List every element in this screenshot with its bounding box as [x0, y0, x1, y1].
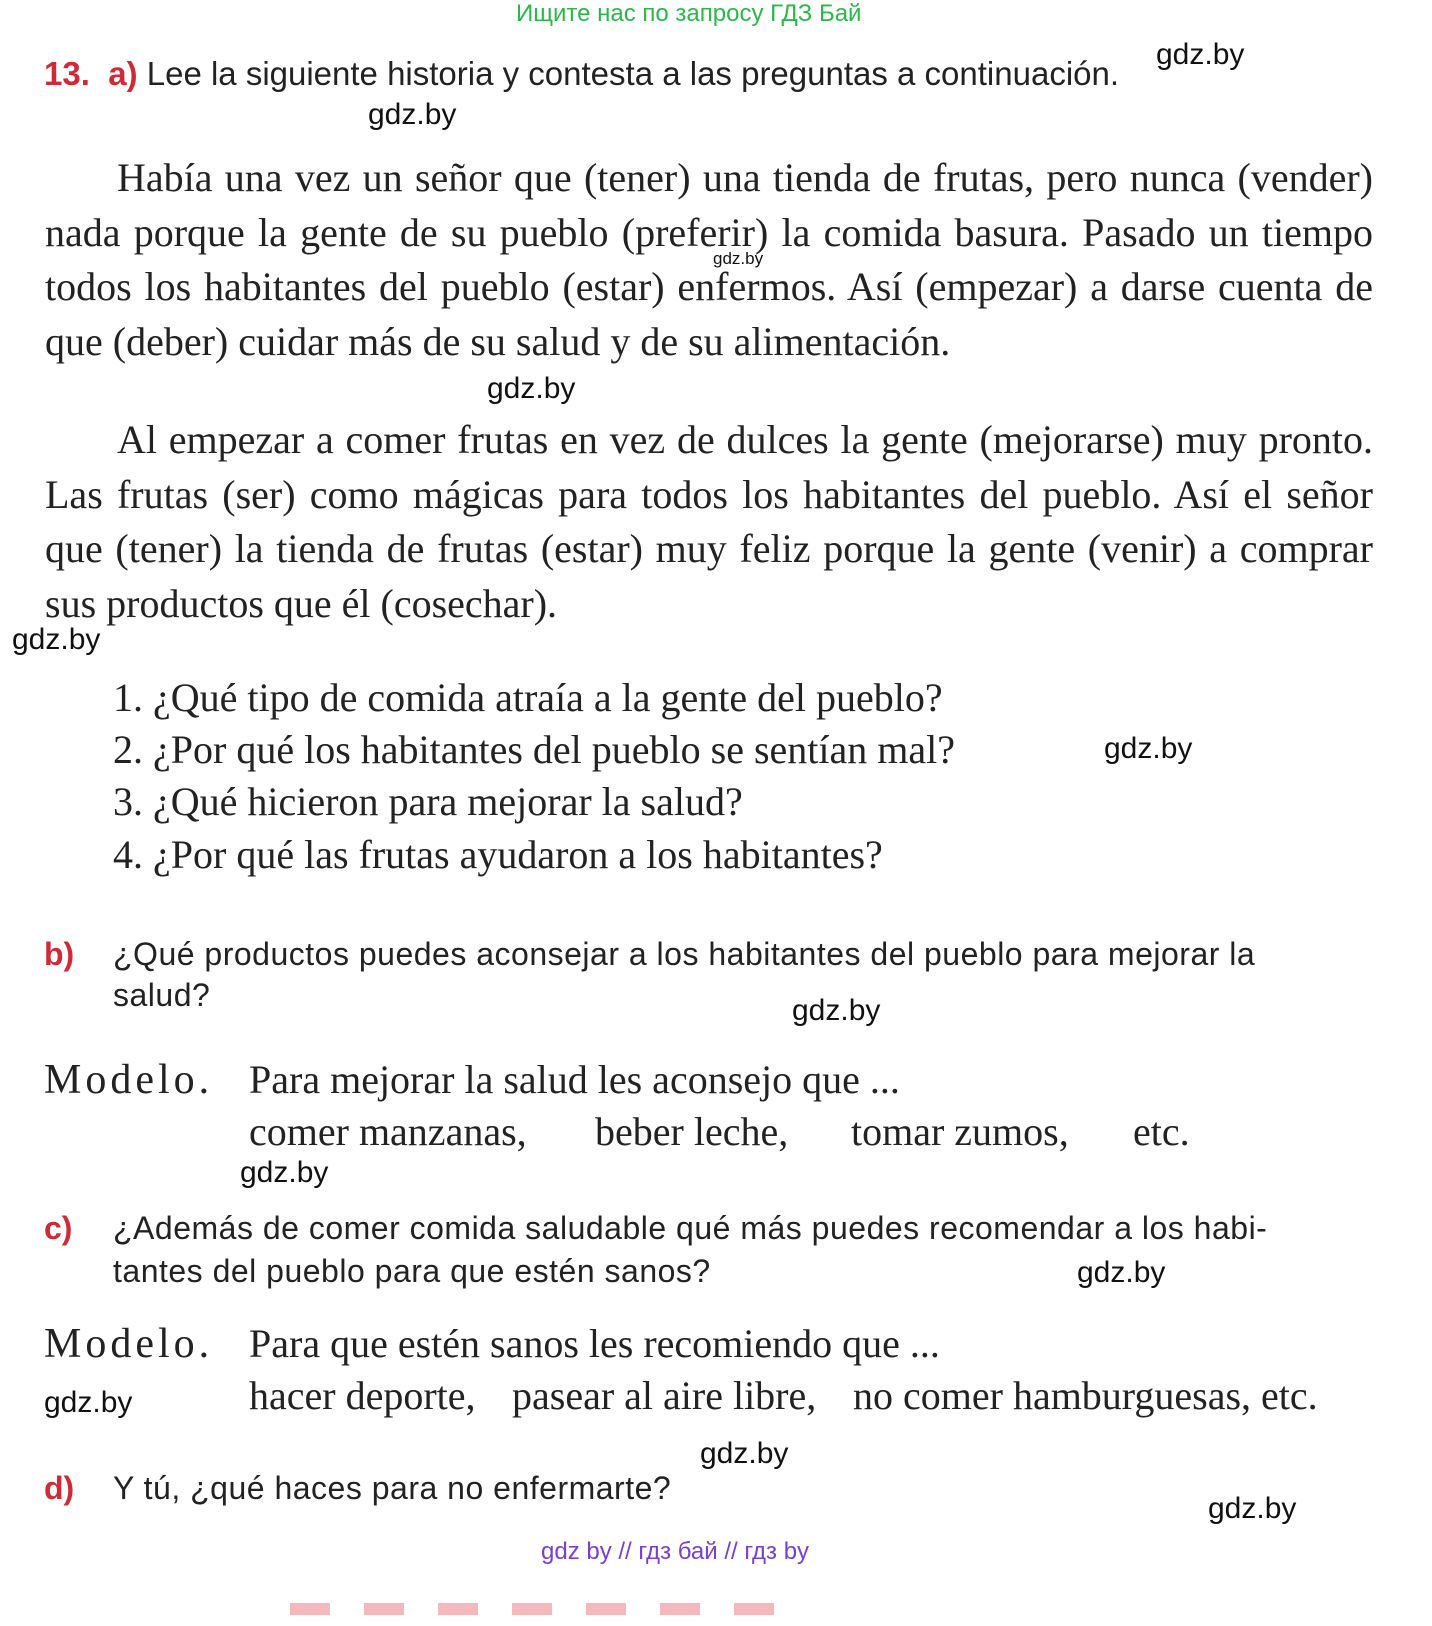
modelo-c-option-3: no comer hamburguesas, etc.: [853, 1373, 1318, 1418]
watermark: gdz.by: [1104, 732, 1193, 765]
task-d-label: d): [44, 1470, 75, 1506]
watermark: gdz.by: [487, 372, 576, 405]
faded-cutoff-text: ▬ ▬ ▬ ▬ ▬ ▬ ▬: [290, 1579, 786, 1624]
task-a-instruction: Lee la siguiente historia y contesta a las preguntas a continuación.: [146, 55, 1120, 92]
question-3: 3. ¿Qué hicieron para mejorar la salud?: [113, 779, 743, 824]
watermark-small: gdz.by: [713, 249, 764, 268]
watermark: gdz.by: [368, 98, 457, 131]
modelo-b-label: Modelo.: [44, 1057, 214, 1103]
modelo-b-option-3: tomar zumos,: [851, 1109, 1069, 1154]
watermark: gdz.by: [792, 994, 881, 1027]
story-paragraph-1: Había una vez un señor que (tener) una tienda de frutas, pero nunca (vender) nada porque la gente de su pueblo (preferir) la comida basura. Pasado un tiempo todos los habitantes del pueblo (estar) enfermos. Así (empezar) a darse cuenta de que (deber) cuidar más de su salud y de su alimentación.: [45, 155, 1373, 364]
question-4: 4. ¿Por qué las frutas ayudaron a los habitantes?: [113, 832, 883, 877]
modelo-c-label: Modelo.: [44, 1321, 214, 1367]
story-paragraph-2: Al empezar a comer frutas en vez de dulces la gente (mejorarse) muy pronto. Las frutas (ser) como mágicas para todos los habitantes del pueblo. Así el señor que (tener) la tienda de frutas (estar) muy feliz porque la gente (venir) a comprar sus productos que él (cosechar).: [45, 417, 1373, 626]
footer-links[interactable]: gdz by // гдз бай // гдз by: [541, 1538, 810, 1565]
task-c-line-1: ¿Además de comer comida saludable qué más puedes recomendar a los habi-: [113, 1210, 1268, 1246]
modelo-c-option-1: hacer deporte,: [249, 1373, 476, 1418]
modelo-b-option-4: etc.: [1133, 1109, 1190, 1154]
task-d-text: Y tú, ¿qué haces para no enfermarte?: [113, 1470, 672, 1506]
watermark: gdz.by: [700, 1437, 789, 1470]
question-1: 1. ¿Qué tipo de comida atraía a la gente del pueblo?: [113, 675, 943, 720]
watermark: gdz.by: [1156, 38, 1245, 71]
modelo-c-line-1: Para que estén sanos les recomiendo que ...: [249, 1321, 940, 1366]
modelo-b-option-2: beber leche,: [595, 1109, 789, 1154]
watermark: gdz.by: [1208, 1492, 1297, 1525]
modelo-c-option-2: pasear al aire libre,: [512, 1373, 817, 1418]
watermark: gdz.by: [1077, 1256, 1166, 1289]
task-b-line-1: ¿Qué productos puedes aconsejar a los habitantes del pueblo para mejorar la: [113, 936, 1256, 972]
watermark: gdz.by: [44, 1386, 133, 1419]
watermark: gdz.by: [12, 623, 101, 656]
question-2: 2. ¿Por qué los habitantes del pueblo se sentían mal?: [113, 727, 956, 772]
watermark: gdz.by: [240, 1156, 329, 1189]
task-b-label: b): [44, 936, 75, 972]
exercise-number: 13.: [44, 55, 90, 92]
modelo-b-line-1: Para mejorar la salud les aconsejo que ...: [249, 1057, 900, 1102]
top-banner[interactable]: Ищите нас по запросу ГДЗ Бай: [516, 0, 862, 27]
task-c-line-2: tantes del pueblo para que estén sanos?: [113, 1253, 711, 1289]
task-c-label: c): [44, 1210, 73, 1246]
modelo-b-option-1: comer manzanas,: [249, 1109, 527, 1154]
task-b-line-2: salud?: [113, 977, 211, 1013]
exercise-header: [44, 55, 1119, 93]
task-a-label: a): [108, 55, 138, 92]
